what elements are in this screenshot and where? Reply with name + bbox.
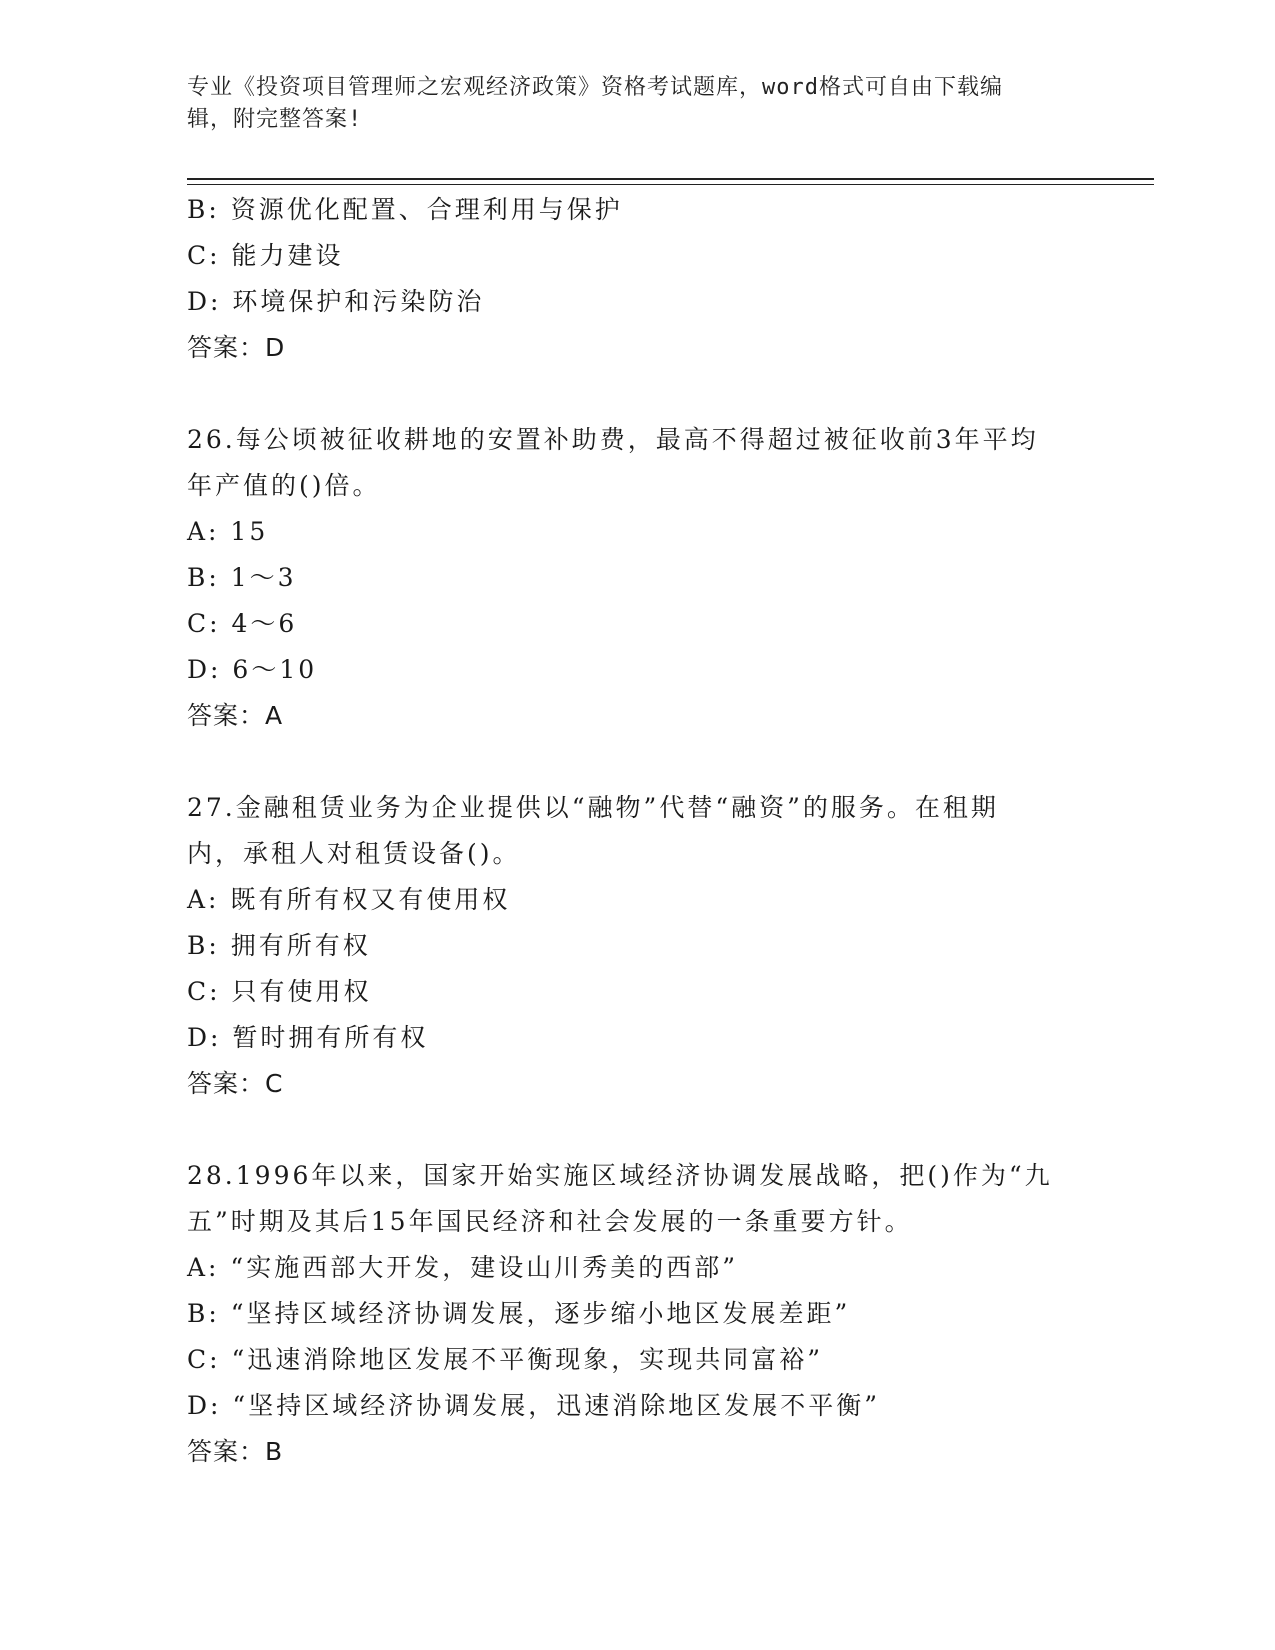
option-b: B: “坚持区域经济协调发展，逐步缩小地区发展差距”	[187, 1299, 851, 1328]
question-list	[187, 187, 1087, 1475]
answer-line: 答案：D	[187, 333, 286, 362]
option-a: A: “实施西部大开发，建设山川秀美的西部”	[187, 1253, 738, 1282]
option-b: B: 资源优化配置、合理利用与保护	[187, 195, 623, 224]
question-26	[187, 417, 1087, 739]
answer-line: 答案：A	[187, 701, 284, 730]
option-a: A: 既有所有权又有使用权	[187, 885, 511, 914]
header-line-2: 辑，附完整答案!	[187, 107, 363, 132]
question-stem-line-1: 26.每公顷被征收耕地的安置补助费，最高不得超过被征收前3年平均	[187, 425, 1039, 454]
option-c: C: “迅速消除地区发展不平衡现象，实现共同富裕”	[187, 1345, 824, 1374]
answer-line: 答案：C	[187, 1069, 284, 1098]
option-a: A: 15	[187, 517, 269, 546]
option-c: C: 4～6	[187, 609, 298, 638]
header-line-1: 专业《投资项目管理师之宏观经济政策》资格考试题库，word格式可自由下载编	[187, 75, 1003, 100]
option-d: D: 6～10	[187, 655, 318, 684]
option-b: B: 1～3	[187, 563, 297, 592]
question-27	[187, 785, 1087, 1107]
question-28	[187, 1153, 1087, 1475]
option-b: B: 拥有所有权	[187, 931, 371, 960]
option-d: D: 暂时拥有所有权	[187, 1023, 429, 1052]
question-25-continued	[187, 187, 1087, 371]
question-stem-line-1: 28.1996年以来，国家开始实施区域经济协调发展战略，把()作为“九	[187, 1161, 1053, 1190]
option-d: D: 环境保护和污染防治	[187, 287, 485, 316]
header-rule-thin	[187, 184, 1154, 185]
header-rule-thick	[187, 178, 1154, 180]
question-stem-line-2: 五”时期及其后15年国民经济和社会发展的一条重要方针。	[187, 1207, 913, 1236]
document-header	[187, 72, 1087, 136]
answer-line: 答案：B	[187, 1437, 284, 1466]
question-stem-line-2: 年产值的()倍。	[187, 471, 381, 500]
option-c: C: 只有使用权	[187, 977, 372, 1006]
option-d: D: “坚持区域经济协调发展，迅速消除地区发展不平衡”	[187, 1391, 880, 1420]
question-stem-line-1: 27.金融租赁业务为企业提供以“融物”代替“融资”的服务。在租期	[187, 793, 999, 822]
question-stem-line-2: 内，承租人对租赁设备()。	[187, 839, 521, 868]
option-c: C: 能力建设	[187, 241, 344, 270]
